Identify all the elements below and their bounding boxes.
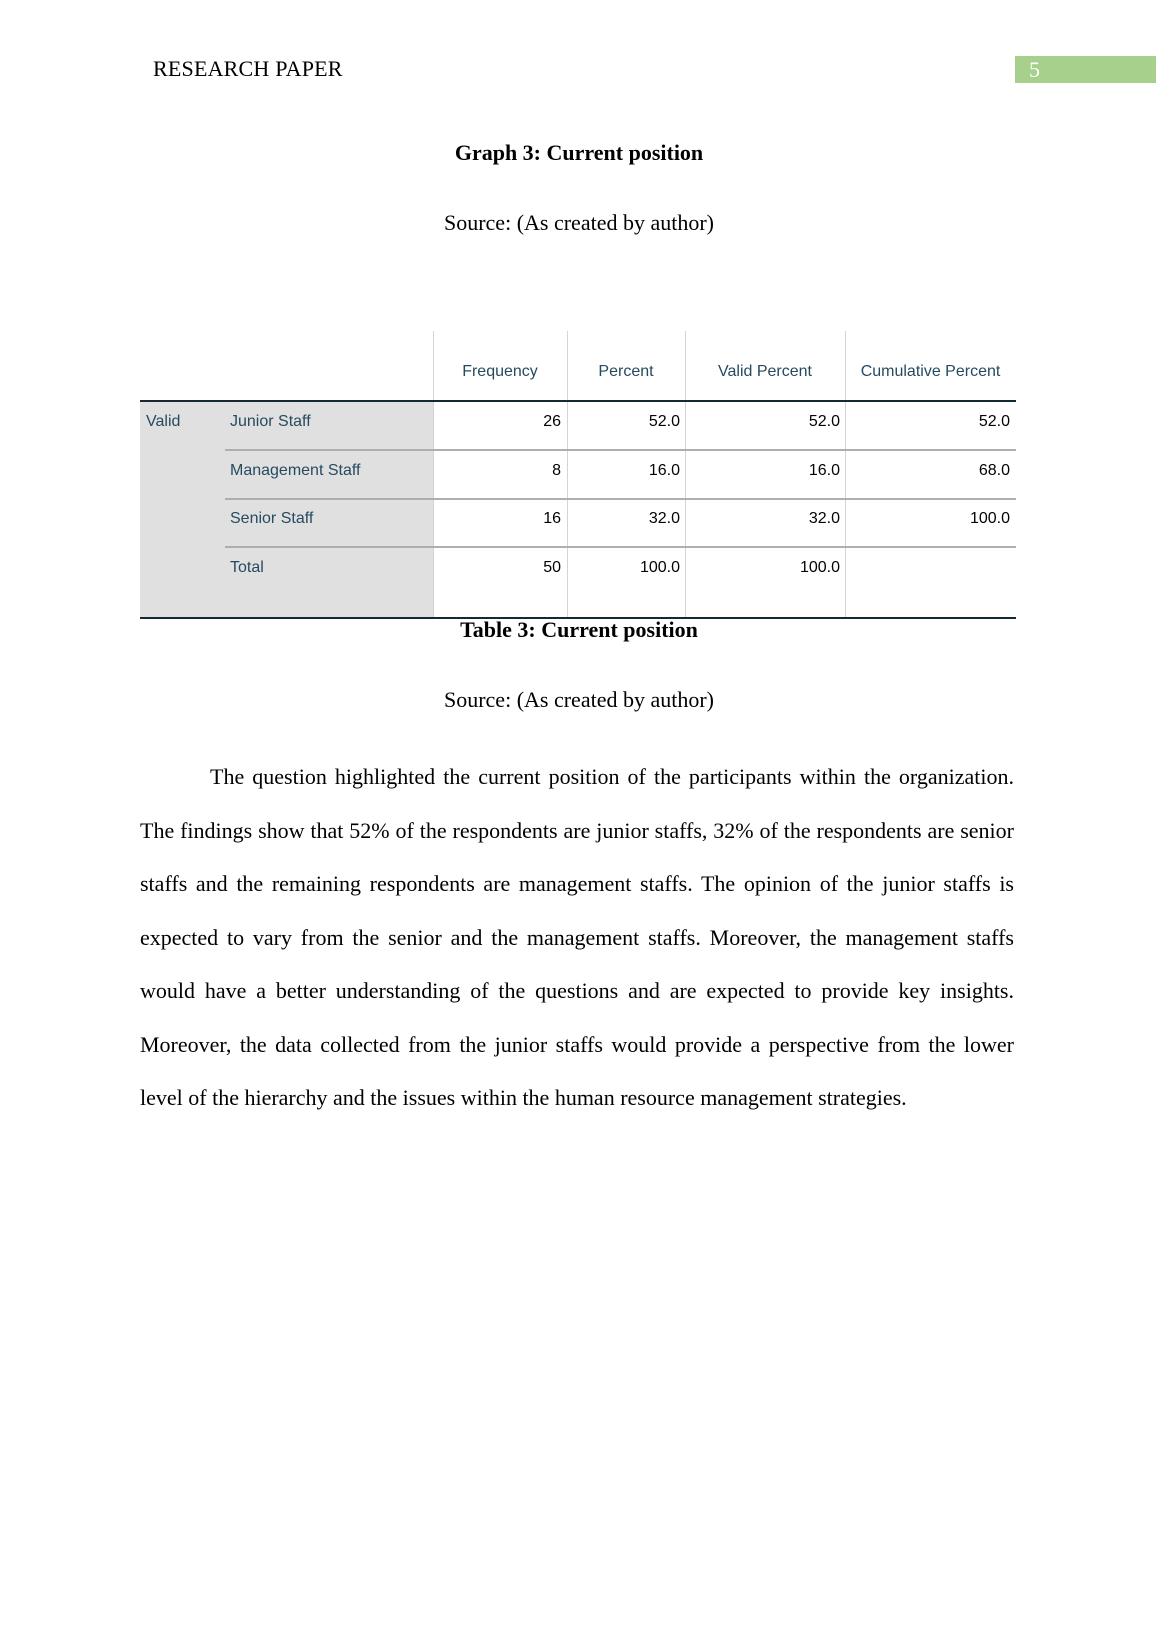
graph-caption-title: Graph 3: Current position [454, 140, 704, 165]
cell-valid-percent: 52.0 [808, 413, 840, 430]
table-caption-title: Table 3: Current position [460, 617, 698, 642]
row-label: Management Staff [230, 462, 361, 479]
cell-valid-percent: 100.0 [799, 559, 840, 576]
cell-frequency: 26 [543, 413, 561, 430]
cell-percent: 16.0 [648, 462, 680, 479]
row-separator [225, 449, 1016, 451]
cell-cumulative-percent: 68.0 [978, 462, 1010, 479]
row-header-shade [140, 401, 433, 617]
group-label-valid: Valid [146, 413, 181, 430]
column-header-frequency: Frequency [462, 363, 538, 380]
row-label: Junior Staff [230, 413, 311, 430]
column-header-percent: Percent [598, 363, 654, 380]
cell-cumulative-percent: 52.0 [978, 413, 1010, 430]
page-number: 5 [1029, 57, 1040, 82]
cell-frequency: 50 [543, 559, 561, 576]
cell-valid-percent: 16.0 [808, 462, 840, 479]
table-caption-source: Source: (As created by author) [443, 687, 714, 712]
row-separator [225, 546, 1016, 548]
column-header-cumulative-percent: Cumulative Percent [860, 363, 1001, 380]
cell-frequency: 16 [543, 510, 561, 527]
cell-percent: 52.0 [648, 413, 680, 430]
graph-caption-source: Source: (As created by author) [443, 210, 714, 235]
row-separator [225, 498, 1016, 500]
running-head: RESEARCH PAPER [153, 56, 343, 81]
row-label: Senior Staff [230, 510, 314, 527]
row-label-total: Total [230, 559, 264, 576]
column-header-valid-percent: Valid Percent [718, 363, 812, 380]
cell-frequency: 8 [552, 462, 561, 479]
cell-percent: 32.0 [648, 510, 680, 527]
table-header-rule [140, 400, 1016, 402]
cell-percent: 100.0 [639, 559, 680, 576]
cell-valid-percent: 32.0 [808, 510, 840, 527]
cell-cumulative-percent: 100.0 [969, 510, 1010, 527]
frequency-table [140, 331, 1016, 619]
body-paragraph: The question highlighted the current position of the participants within the organization. The findings show that 52% of the respondents are junior staffs, 32% of the respondents are senior staffs and the remaining respondents are management staffs. The opinion of the junior staffs is expected to vary from the senior and the management staffs. Moreover, the management staffs would have a better understanding of the questions and are expected to provide key insights. Moreover, the data collected from the junior staffs would provide a perspective from the lower level of the hierarchy and the issues within the human resource management strategies. [140, 764, 1014, 1110]
page-number-badge [1015, 56, 1156, 83]
